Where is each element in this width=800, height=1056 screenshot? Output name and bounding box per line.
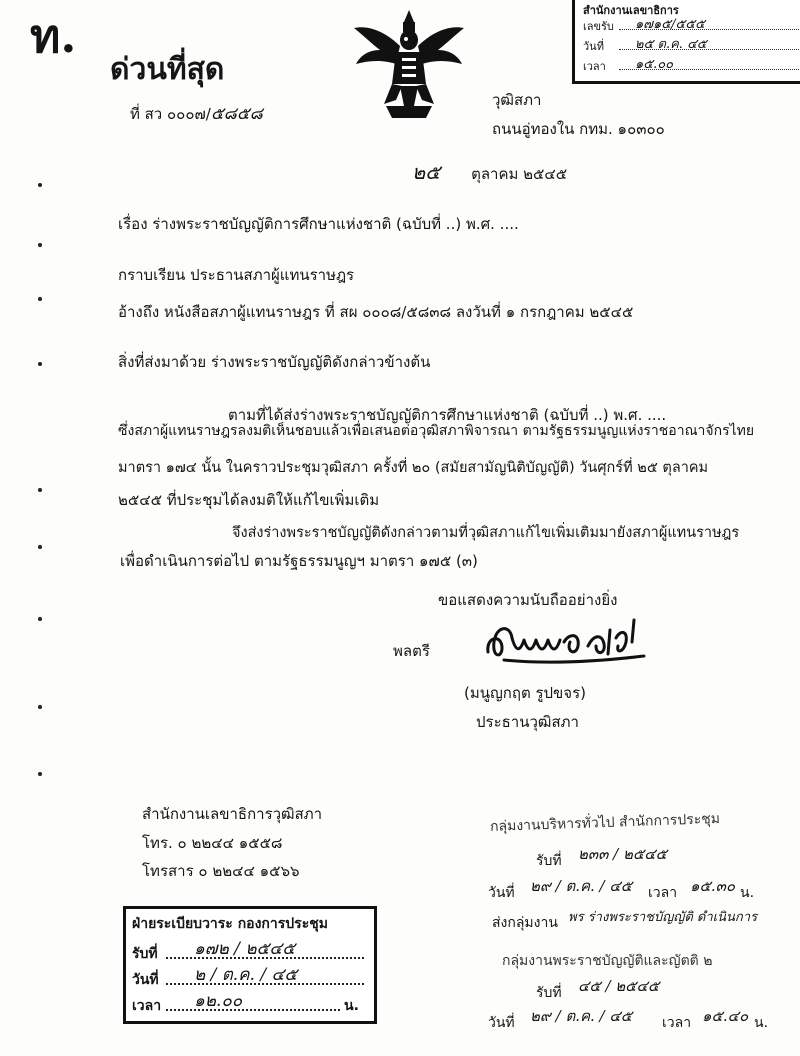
date1-label: วันที่ bbox=[488, 885, 515, 901]
stamp-row-value: ๒๕ ต.ค. ๔๕ bbox=[635, 37, 707, 52]
stamp-row-value: ๑๗๒ / ๒๕๔๕ bbox=[194, 939, 296, 959]
margin-dot bbox=[38, 488, 42, 492]
sender-address: ถนนอู่ทองใน กทม. ๑๐๓๐๐ bbox=[492, 120, 665, 138]
body-line: เพื่อดำเนินการต่อไป ตามรัฐธรรมนูญฯ มาตรา ๑๗๕ (๓) bbox=[120, 552, 478, 570]
time1-value: ๑๕.๓๐ bbox=[690, 877, 736, 895]
stamp-dept-bills: กลุ่มงานพระราชบัญญัติและญัตติ ๒ bbox=[502, 953, 713, 969]
recv1-label: รับที่ bbox=[536, 853, 562, 869]
forward-value: พร ร่างพระราชบัญญัติ ดำเนินการ bbox=[568, 910, 758, 925]
date-month-year: ตุลาคม ๒๕๔๕ bbox=[471, 165, 568, 183]
closing-line: ขอแสดงความนับถืออย่างยิ่ง bbox=[438, 591, 618, 609]
body-line: ซึ่งสภาผู้แทนราษฎรลงมติเห็นชอบแล้วเพื่อเสนอต่อวุฒิสภาพิจารณา ตามรัฐธรรมนูญแห่งราชอาณาจักรไทย bbox=[118, 423, 755, 439]
date2-value: ๒๙ / ต.ค. / ๔๕ bbox=[530, 1007, 633, 1025]
recv2-value: ๔๕ / ๒๕๔๕ bbox=[578, 977, 660, 995]
time2-unit: น. bbox=[754, 1015, 769, 1031]
subject-line: เรื่อง ร่างพระราชบัญญัติการศึกษาแห่งชาติ (ฉบับที่ ..) พ.ศ. .... bbox=[118, 215, 519, 233]
stamp-suffix: น. bbox=[344, 998, 359, 1014]
margin-dot bbox=[38, 545, 42, 549]
sender-organization: วุฒิสภา bbox=[492, 91, 542, 109]
signer-name: (มนูญกฤต รูปขจร) bbox=[464, 684, 586, 702]
signer-rank: พลตรี bbox=[393, 642, 430, 660]
date1-value: ๒๙ / ต.ค. / ๔๕ bbox=[530, 877, 633, 895]
agenda-stamp bbox=[123, 906, 377, 1024]
reference-label: ที่ สว ๐๐๐๗/ bbox=[130, 105, 211, 123]
footer-phone: โทร. ๐ ๒๒๔๔ ๑๕๕๘ bbox=[142, 834, 283, 852]
time1-unit: น. bbox=[740, 885, 755, 901]
stamp-row-label: เวลา bbox=[583, 60, 606, 73]
stamp-row-label: เลขรับ bbox=[583, 20, 614, 33]
time2-value: ๑๕.๔๐ bbox=[702, 1007, 749, 1025]
margin-dot bbox=[38, 772, 42, 776]
margin-dot bbox=[38, 183, 42, 187]
body-line: ๒๕๔๕ ที่ประชุมได้ลงมติให้แก้ไขเพิ่มเติม bbox=[118, 491, 380, 509]
margin-dot bbox=[38, 362, 42, 366]
corner-mark: ท. bbox=[30, 9, 77, 63]
signature-image bbox=[484, 612, 652, 668]
footer-fax: โทรสาร ๐ ๒๒๔๔ ๑๕๖๖ bbox=[142, 862, 300, 880]
reference-number bbox=[130, 100, 263, 127]
garuda-emblem bbox=[350, 6, 468, 124]
time1-label: เวลา bbox=[648, 885, 678, 901]
stamp-row-value: ๒ / ต.ค. / ๔๕ bbox=[194, 965, 298, 985]
body-line: มาตรา ๑๗๔ นั้น ในคราวประชุมวุฒิสภา ครั้งที่ ๒๐ (สมัยสามัญนิติบัญญัติ) วันศุกร์ที่ ๒๕ ตุลาคม bbox=[118, 460, 709, 476]
stamp-row-label: รับที่ bbox=[132, 946, 158, 962]
stamp-title: ฝ่ายระเบียบวาระ กองการประชุม bbox=[132, 916, 328, 932]
signer-title: ประธานวุฒิสภา bbox=[476, 713, 579, 731]
date2-label: วันที่ bbox=[488, 1015, 515, 1031]
stamp-row-label: วันที่ bbox=[132, 972, 159, 988]
stamp-row-label: เวลา bbox=[132, 998, 162, 1014]
reference-number-handwritten: ๕๘๕๘ bbox=[210, 104, 263, 124]
stamp-title: สำนักงานเลขาธิการ bbox=[583, 4, 679, 17]
body-line: จึงส่งร่างพระราชบัญญัติดังกล่าวตามที่วุฒิสภาแก้ไขเพิ่มเติมมายังสภาผู้แทนราษฎร bbox=[232, 525, 740, 541]
stamp-dept-general: กลุ่มงานบริหารทั่วไป สำนักการประชุม bbox=[489, 810, 721, 836]
recv2-label: รับที่ bbox=[536, 985, 562, 1001]
reference-line: อ้างถึง หนังสือสภาผู้แทนราษฎร ที่ สผ ๐๐๐๘/๕๘๓๘ ลงวันที่ ๑ กรกฎาคม ๒๕๔๕ bbox=[118, 303, 634, 321]
receiving-stamp-top bbox=[572, 0, 800, 84]
priority-heading: ด่วนที่สุด bbox=[110, 52, 225, 87]
margin-dot bbox=[38, 617, 42, 621]
stamp-row-label: วันที่ bbox=[583, 40, 604, 53]
salutation-line: กราบเรียน ประธานสภาผู้แทนราษฎร bbox=[118, 266, 355, 284]
stamp-row-value: ๑๒.๐๐ bbox=[194, 991, 243, 1011]
forward-label: ส่งกลุ่มงาน bbox=[492, 915, 558, 931]
margin-dot bbox=[38, 705, 42, 709]
time2-label: เวลา bbox=[662, 1015, 692, 1031]
stamp-row-value: ๑๕.๐๐ bbox=[635, 57, 674, 72]
date-day-handwritten: ๒๕ bbox=[412, 160, 441, 184]
body-line: ตามที่ได้ส่งร่างพระราชบัญญัติการศึกษาแห่งชาติ (ฉบับที่ ..) พ.ศ. .... bbox=[228, 406, 667, 424]
stamp-row-value: ๑๗๑๕/๕๕๕ bbox=[635, 17, 706, 32]
enclosure-line: สิ่งที่ส่งมาด้วย ร่างพระราชบัญญัติดังกล่าวข้างต้น bbox=[118, 353, 431, 371]
recv1-value: ๒๓๓ / ๒๕๔๕ bbox=[578, 845, 667, 863]
margin-dot bbox=[38, 243, 42, 247]
letter-date bbox=[412, 156, 567, 188]
margin-dot bbox=[38, 297, 42, 301]
footer-office: สำนักงานเลขาธิการวุฒิสภา bbox=[142, 805, 323, 823]
